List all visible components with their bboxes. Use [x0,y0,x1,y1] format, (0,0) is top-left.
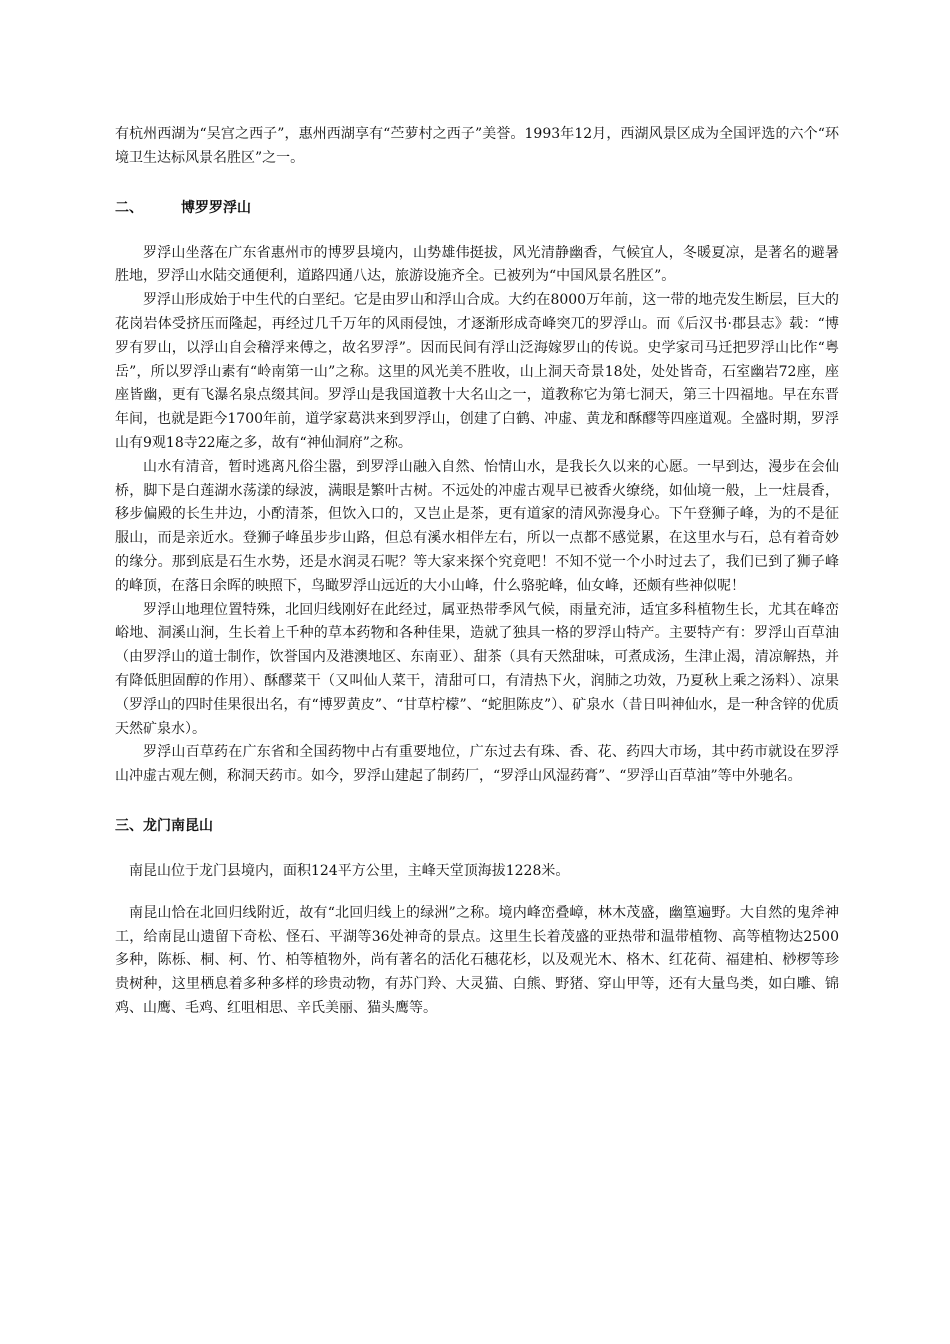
spacer [115,171,839,196]
spacer [115,789,839,814]
paragraph: 南昆山位于龙门县境内，面积124平方公里，主峰天堂顶海拔1228米。 [129,862,570,879]
paragraph: 南昆山恰在北回归线附近，故有“北回归线上的绿洲”之称。境内峰峦叠嶂，林木茂盛，幽篁遍野。大自然的鬼斧神工，给南昆山遗留下奇松、怪石、平湖等36处神奇的景点。这里生长着茂盛的亚热带和温带植物、高等植物达2500多种，陈栎、桐、柯、竹、柏等植物外，尚有著名的活化石穗花杉，以及观光木、格木、红花荷、福建柏、桫椤等珍贵树种，这里栖息着多种多样的珍贵动物，有苏门羚、大灵猫、白熊、野猪、穿山甲等，还有大量鸟类，如白雕、锦鸡、山鹰、毛鸡、红咀相思、辛氏美丽、猫头鹰等。 [115,904,839,1016]
document-body [115,123,839,1021]
paragraph: 罗浮山百草药在广东省和全国药物中占有重要地位，广东过去有珠、香、花、药四大市场，其中药市就设在罗浮山冲虚古观左侧，称洞天药市。如今，罗浮山建起了制药厂，“罗浮山风湿药膏”、“罗浮山百草油”等中外驰名。 [115,744,839,785]
paragraph: 罗浮山形成始于中生代的白垩纪。它是由罗山和浮山合成。大约在8000万年前，这一带的地壳发生断层，巨大的花岗岩体受挤压而隆起，再经过几千万年的风雨侵蚀，才逐渐形成奇峰突兀的罗浮山。而《后汉书·郡县志》载：“博罗有罗山，以浮山自会稽浮来傅之，故名罗浮”。因而民间有浮山泛海嫁罗山的传说。史学家司马迁把罗浮山比作“粤岳”，所以罗浮山素有“岭南第一山”之称。这里的风光美不胜收，山上洞天奇景18处，处处皆奇，石室幽岩72座，座座皆幽，更有飞瀑名泉点缀其间。罗浮山是我国道教十大名山之一，道教称它为第七洞天，第三十四福地。早在东晋年间，也就是距今1700年前，道学家葛洪来到罗浮山，创建了白鹤、冲虚、黄龙和酥醪等四座道观。全盛时期，罗浮山有9观18寺22庵之多，故有“神仙洞府”之称。 [115,292,839,451]
intro-paragraph: 有杭州西湖为“吴宫之西子”，惠州西湖享有“苎萝村之西子”美誉。1993年12月，西湖风景区成为全国评选的六个“环境卫生达标风景名胜区”之一。 [115,126,839,166]
section-number: 二、 [115,199,143,216]
section-heading-luofu [115,196,839,220]
spacer [115,884,839,902]
section-heading-nankun: 三、龙门南昆山 [115,817,213,834]
spacer [115,220,839,242]
paragraph: 山水有清音，暂时逃离凡俗尘嚣，到罗浮山融入自然、怡情山水，是我长久以来的心愿。一早到达，漫步在会仙桥，脚下是白莲湖水荡漾的绿波，满眼是繁叶古树。不远处的冲虚古观早已被香火缭绕，如仙境一般，上一炷晨香，移步偏殿的长生井边，小酌清茶，但饮入口的，又岂止是茶，更有道家的清风弥漫身心。下午登狮子峰，为的不是征服山，而是亲近水。登狮子峰虽步步山路，但总有溪水相伴左右，所以一点都不感觉累，在这里水与石，总有着奇妙的缘分。那到底是石生水势，还是水润灵石呢？等大家来探个究竟吧！不知不觉一个小时过去了，我们已到了狮子峰的峰顶，在落日余晖的映照下，鸟瞰罗浮山远近的大小山峰，什么骆驼峰，仙女峰，还颇有些神似呢！ [115,458,839,594]
paragraph: 罗浮山地理位置特殊，北回归线刚好在此经过，属亚热带季风气候，雨量充沛，适宜多科植物生长，尤其在峰峦峪地、洞溪山涧，生长着上千种的草本药物和各种佳果，造就了独具一格的罗浮山特产。主要特产有：罗浮山百草油（由罗浮山的道士制作，饮誉国内及港澳地区、东南亚）、甜茶（具有天然甜味，可煮成汤，生津止渴，清凉解热，并有降低胆固醇的作用）、酥醪菜干（又叫仙人菜干，清甜可口，有清热下火，润肺之功效，乃夏秋上乘之汤料）、凉果（罗浮山的四时佳果很出名，有“博罗黄皮”、“甘草柠檬”、“蛇胆陈皮”）、矿泉水（昔日叫神仙水，是一种含锌的优质天然矿泉水）。 [115,601,839,737]
paragraph: 罗浮山坐落在广东省惠州市的博罗县境内，山势雄伟挺拔，风光清静幽香，气候宜人，冬暖夏凉，是著名的避暑胜地，罗浮山水陆交通便利，道路四通八达，旅游设施齐全。已被列为“中国风景名胜区”。 [115,244,839,285]
spacer [115,838,839,860]
section-title: 博罗罗浮山 [181,199,251,216]
